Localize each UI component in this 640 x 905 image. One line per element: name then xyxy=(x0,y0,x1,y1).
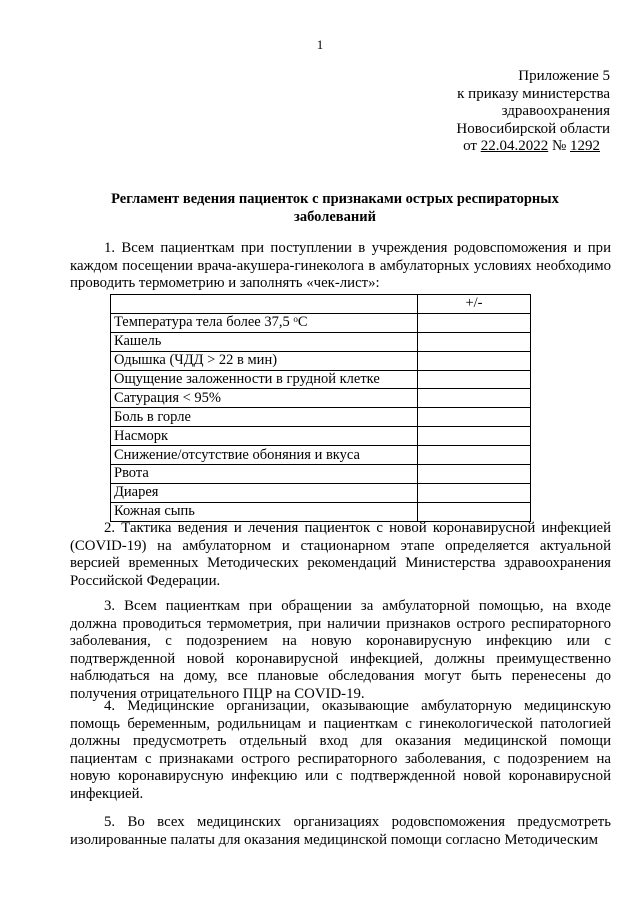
checklist-symptom: Сатурация < 95% xyxy=(111,389,418,408)
checklist-header-row xyxy=(111,295,531,314)
checklist-row xyxy=(111,446,531,465)
checklist-symptom: Кожная сыпь xyxy=(111,502,418,521)
paragraph-3: 3. Всем пациенткам при обращении за амбулаторной помощью, на входе должна проводиться термометрия, при наличии признаков острого респираторного заболевания, с подозрением на новую коронавирусную инфекцию или с подтвержденной новой коронавирусной инфекцией, должны преимущественно наблюдаться на дому, все плановые обследования могут быть перенесены до получения отрицательного ПЦР на COVID-19. xyxy=(70,598,611,702)
paragraph-1: 1. Всем пациенткам при поступлении в учреждения родовспоможения и при каждом посещении врача-акушера-гинеколога в амбулаторных условиях необходимо проводить термометрию и заполнять «чек-лист»: xyxy=(70,240,611,291)
checklist-header-sign: +/- xyxy=(418,295,531,314)
checklist-symptom: Рвота xyxy=(111,465,418,484)
appendix-order-ref: к приказу министерства xyxy=(457,85,610,102)
order-number-sign: № xyxy=(548,138,570,154)
appendix-title: Приложение 5 xyxy=(518,68,610,84)
paragraph-2: 2. Тактика ведения и лечения пациенток с новой коронавирусной инфекцией (COVID-19) на амбулаторном и стационарном этапе определяется актуальной версией временных Методических рекомендаций Министерства здравоохранения Российской Федерации. xyxy=(70,520,611,589)
checklist-table xyxy=(110,294,531,522)
appendix-ministry: здравоохранения xyxy=(501,103,610,119)
checklist-row xyxy=(111,370,531,389)
checklist-sign-cell[interactable] xyxy=(418,502,531,521)
checklist-sign-cell[interactable] xyxy=(418,370,531,389)
checklist-row xyxy=(111,502,531,521)
checklist-sign-cell[interactable] xyxy=(418,483,531,502)
checklist-symptom: Одышка (ЧДД > 22 в мин) xyxy=(111,351,418,370)
checklist-row xyxy=(111,465,531,484)
order-prefix: от xyxy=(463,138,481,154)
checklist-symptom: Кашель xyxy=(111,332,418,351)
paragraph-4: 4. Медицинские организации, оказывающие амбулаторную медицинскую помощь беременным, родильницам и пациенткам с гинекологической патологией должны предусмотреть отдельный вход для оказания медицинской помощи пациентам с признаками острого респираторного заболевания, с подозрением на новую коронавирусную инфекцию или с подтвержденной новой коронавирусной инфекцией. xyxy=(70,698,611,802)
checklist-row xyxy=(111,408,531,427)
order-number: 1292 xyxy=(570,138,600,154)
temperature-unit: C xyxy=(297,314,308,331)
checklist-symptom: Насморк xyxy=(111,427,418,446)
appendix-region: Новосибирской области xyxy=(456,120,610,137)
checklist-row xyxy=(111,351,531,370)
checklist-sign-cell[interactable] xyxy=(418,389,531,408)
checklist-row xyxy=(111,483,531,502)
order-line xyxy=(420,138,610,156)
checklist-row xyxy=(111,389,531,408)
order-date: 22.04.2022 xyxy=(480,138,549,154)
checklist-symptom: Диарея xyxy=(111,483,418,502)
checklist-symptom: Боль в горле xyxy=(111,408,418,427)
appendix-header xyxy=(420,68,610,156)
document-title: Регламент ведения пациенток с признаками острых респираторных заболеваний xyxy=(111,191,559,225)
checklist-row xyxy=(111,332,531,351)
checklist-sign-cell[interactable] xyxy=(418,408,531,427)
checklist-sign-cell[interactable] xyxy=(418,351,531,370)
page-number: 1 xyxy=(316,37,324,52)
checklist-sign-cell[interactable] xyxy=(418,446,531,465)
checklist-symptom: Ощущение заложенности в грудной клетке xyxy=(111,370,418,389)
checklist-sign-cell[interactable] xyxy=(418,465,531,484)
degree-sign: o xyxy=(293,314,298,325)
checklist-symptom: Снижение/отсутствие обоняния и вкуса xyxy=(111,446,418,465)
checklist-header-symptom xyxy=(111,295,418,314)
checklist-sign-cell[interactable] xyxy=(418,332,531,351)
temperature-label: Температура тела более 37,5 xyxy=(114,314,294,331)
paragraph-5: 5. Во всех медицинских организациях родовспоможения предусмотреть изолированные палаты для оказания медицинской помощи согласно Методическим xyxy=(70,814,611,848)
checklist-row xyxy=(111,427,531,446)
checklist-sign-cell[interactable] xyxy=(418,427,531,446)
checklist-sign-cell[interactable] xyxy=(418,313,531,332)
checklist-symptom xyxy=(111,313,418,332)
checklist-row xyxy=(111,313,531,332)
